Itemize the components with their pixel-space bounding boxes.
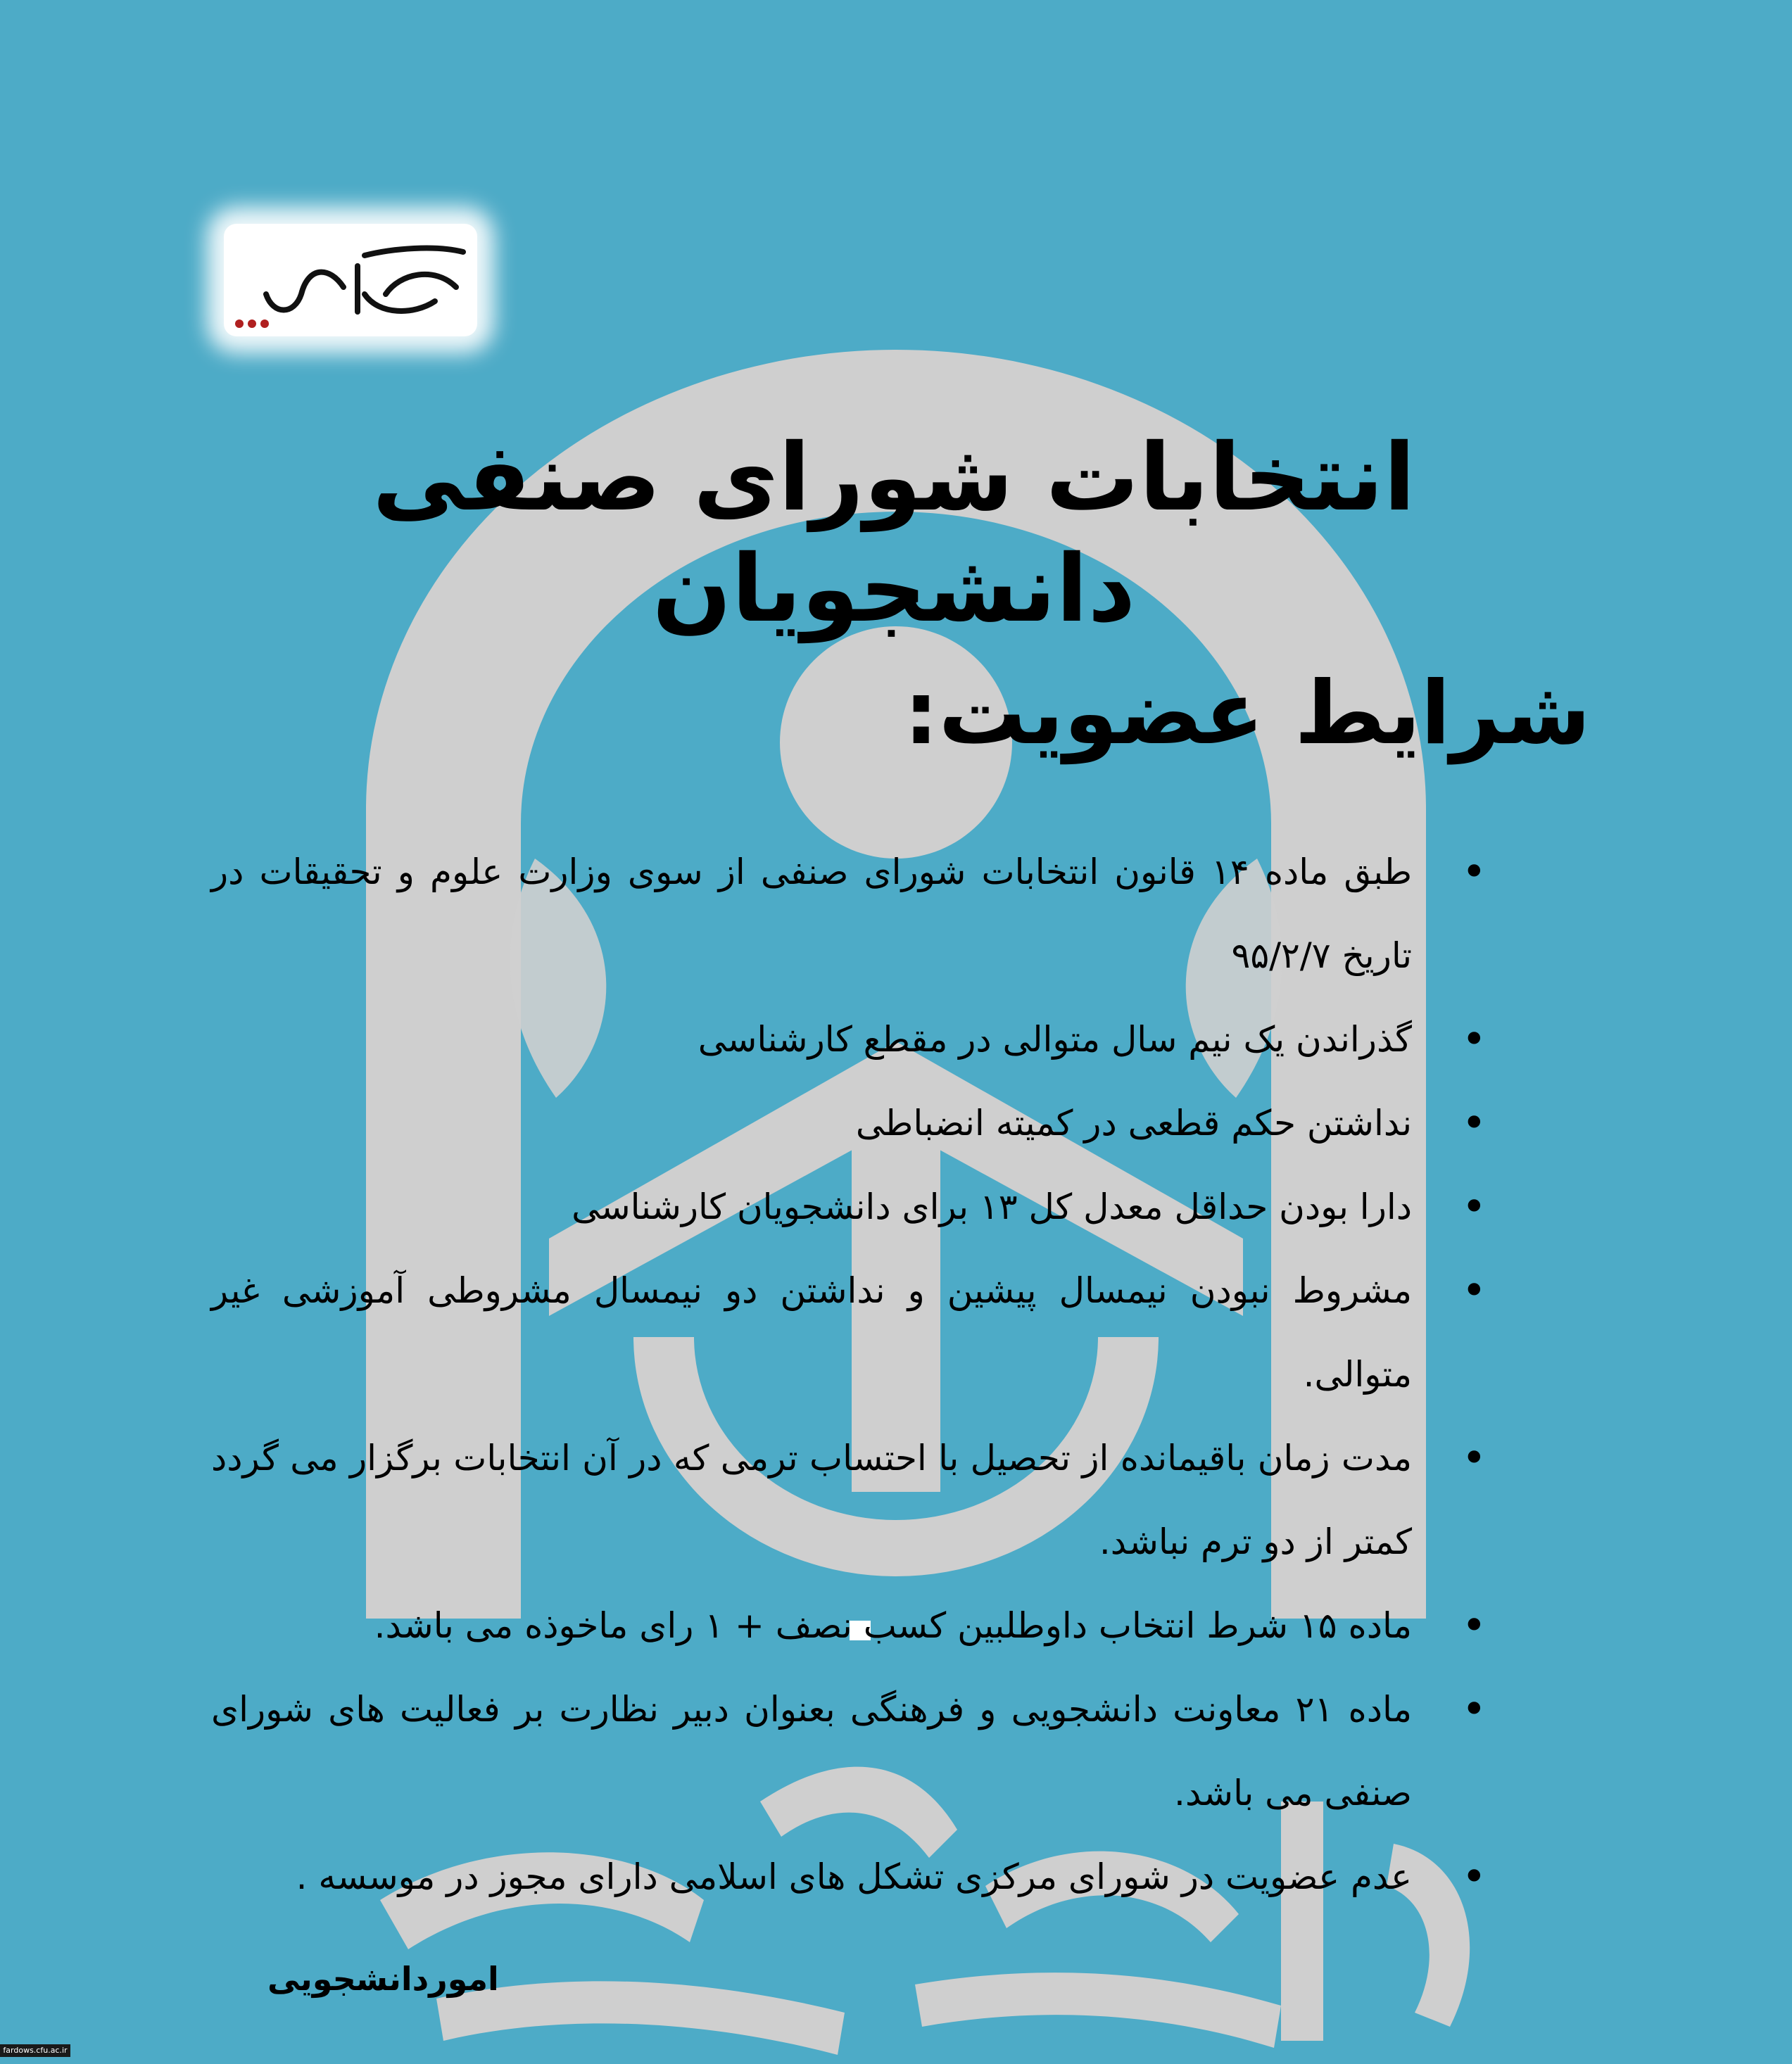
bullet-icon: • bbox=[1461, 1852, 1487, 1901]
source-tag: fardows.cfu.ac.ir bbox=[0, 2044, 70, 2057]
list-item-text: ماده ۱۵ شرط انتخاب داوطلبین کسب نصف + ۱ رای ماخوذه می باشد. bbox=[374, 1605, 1412, 1646]
list-item bbox=[211, 830, 1487, 998]
bullet-icon: • bbox=[1461, 1182, 1487, 1232]
bullet-icon: • bbox=[1461, 1433, 1487, 1483]
slogan-logo bbox=[224, 224, 477, 336]
slogan-calligraphy bbox=[224, 224, 477, 336]
list-item-text: ماده ۲۱ معاونت دانشجویی و فرهنگی بعنوان دبیر نظارت بر فعالیت های شورای صنفی می باشد. bbox=[211, 1689, 1412, 1813]
bullet-icon: • bbox=[1461, 1015, 1487, 1064]
list-item bbox=[211, 1835, 1487, 1919]
list-item bbox=[211, 1249, 1487, 1417]
bullet-icon: • bbox=[1461, 1266, 1487, 1315]
list-item bbox=[211, 1082, 1487, 1165]
list-item bbox=[211, 1584, 1487, 1668]
list-item bbox=[211, 1668, 1487, 1835]
bullet-icon: • bbox=[1461, 847, 1487, 897]
bullet-icon: • bbox=[1461, 1099, 1487, 1148]
list-item bbox=[211, 1417, 1487, 1584]
list-item bbox=[211, 1165, 1487, 1249]
list-item-text: گذراندن یک نیم سال متوالی در مقطع کارشناسی bbox=[698, 1019, 1412, 1060]
list-item-text: مدت زمان باقیمانده از تحصیل با احتساب ترمی که در آن انتخابات برگزار می گردد کمتر از دو ترم نباشد. bbox=[211, 1438, 1412, 1562]
section-heading: شرایط عضویت: bbox=[903, 663, 1591, 764]
list-item bbox=[211, 998, 1487, 1082]
list-item-text: عدم عضویت در شورای مرکزی تشکل های اسلامی دارای مجوز در موسسه . bbox=[296, 1856, 1412, 1897]
office-signature: اموردانشجویی bbox=[267, 1960, 499, 1998]
bullet-icon: • bbox=[1461, 1685, 1487, 1734]
list-item-text: طبق ماده ۱۴ قانون انتخابات شورای صنفی از سوی وزارت علوم و تحقیقات در تاریخ ۹۵/۲/۷ bbox=[211, 851, 1412, 976]
list-item-text: نداشتن حکم قطعی در کمیته انضباطی bbox=[855, 1103, 1412, 1144]
requirements-list bbox=[211, 830, 1487, 1919]
list-item-text: مشروط نبودن نیمسال پیشین و نداشتن دو نیمسال مشروطی آموزشی غیر متوالی. bbox=[211, 1270, 1412, 1395]
list-item-text: دارا بودن حداقل معدل کل ۱۳ برای دانشجویان کارشناسی bbox=[572, 1186, 1412, 1227]
page-title: انتخابات شورای صنفی دانشجویان bbox=[372, 424, 1415, 644]
bullet-icon: • bbox=[1461, 1601, 1487, 1650]
